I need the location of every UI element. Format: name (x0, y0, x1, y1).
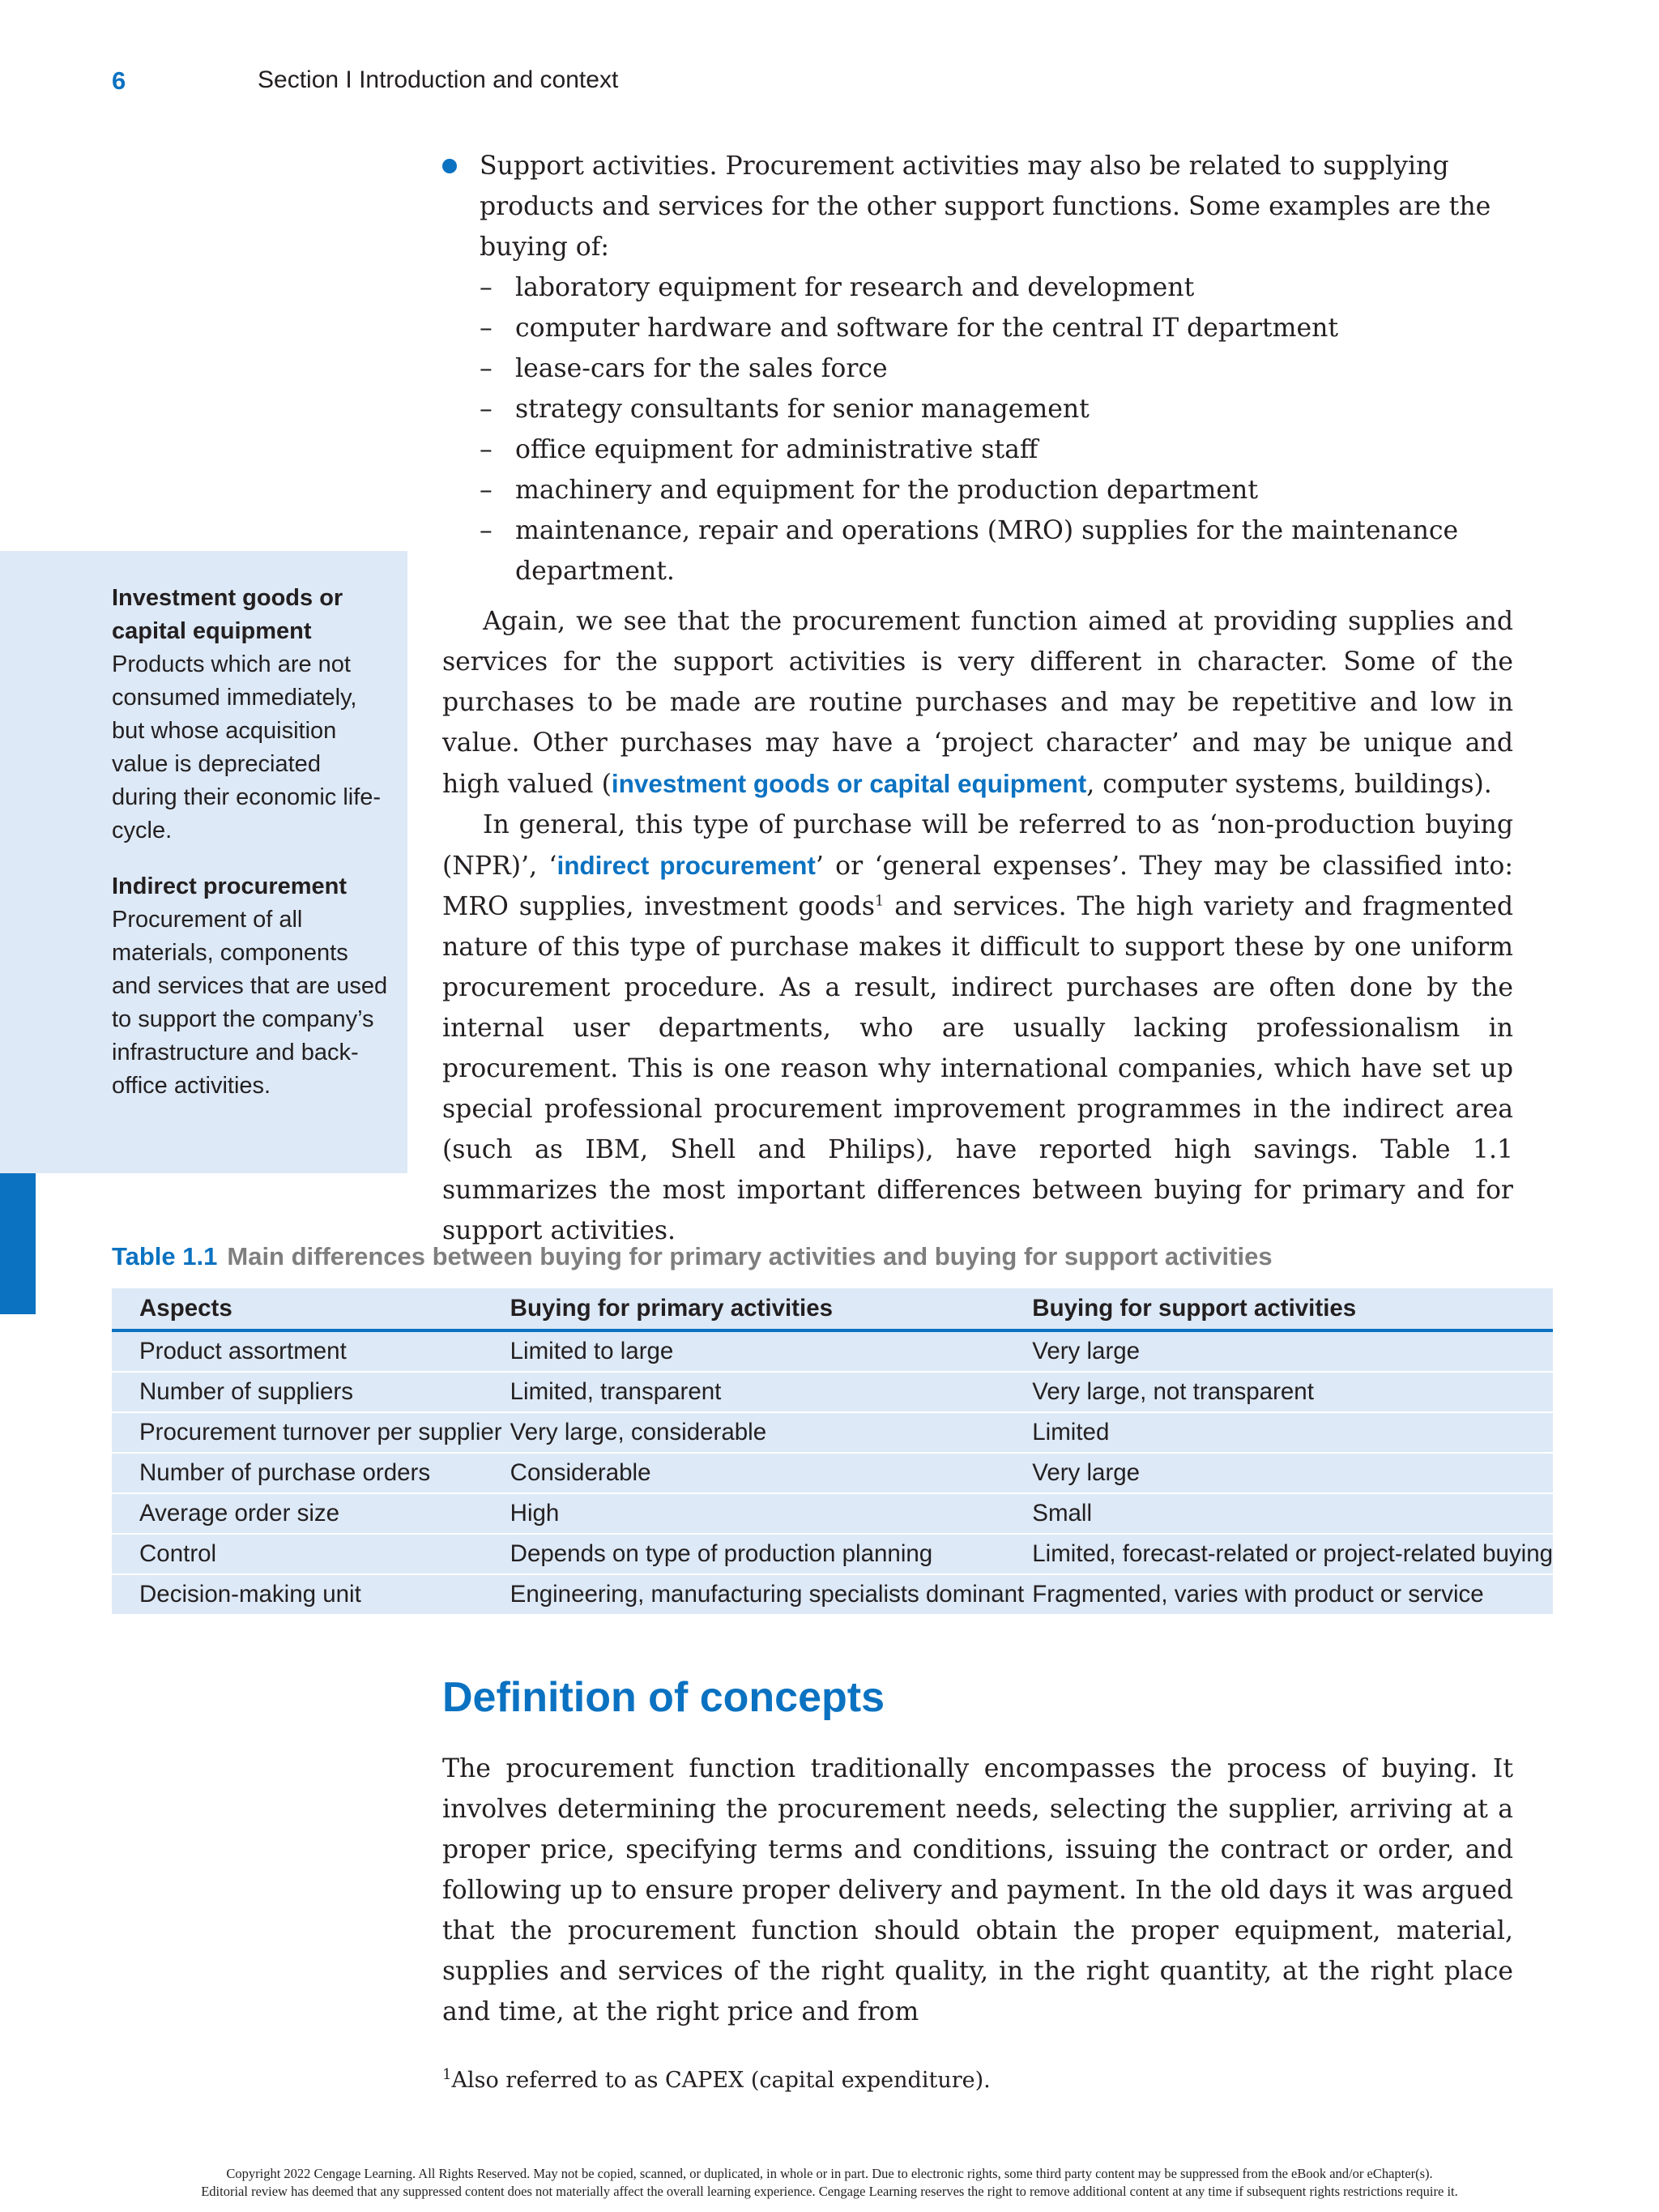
table-header-cell: Aspects (112, 1288, 502, 1330)
key-term-link[interactable]: investment goods or capital equipment (611, 769, 1087, 798)
footnote-reference[interactable]: 1 (874, 892, 885, 910)
dash-list-item (480, 308, 1513, 348)
dash-list-text: laboratory equipment for research and development (515, 273, 1195, 302)
table-body (112, 1330, 1553, 1615)
copyright-line: Editorial review has deemed that any suppressed content does not materially affect the overall learning experience. Cengage Learning reserves the right to remove additional content at any time if subsequent rights restrictions require it. (201, 2184, 1458, 2199)
table-cell: Control (112, 1534, 502, 1574)
dash-list-item (480, 348, 1513, 389)
table-label: Table 1.1 (112, 1242, 218, 1270)
dash-list-text: lease-cars for the sales force (515, 354, 888, 383)
glossary-term: Investment goods or capital equipment (112, 585, 343, 644)
table-caption (112, 1242, 1273, 1271)
dash-marker: – (480, 273, 493, 302)
bullet-text: Support activities. Procurement activities may also be related to supplying products and services for the other support functions. Some examples are the buying of: (480, 152, 1491, 262)
glossary-sidebar (0, 551, 407, 1173)
section-paragraph: The procurement function traditionally encompasses the process of buying. It involves determining the procurement needs, selecting the supplier, arriving at a proper price, specifying terms and conditions, issuing the contract or order, and following up to ensure proper delivery and payment. In the old days it was argued that the procurement function should obtain the proper equipment, material, supplies and services of the right quality, in the right quantity, at the right place and time, at the right price and from (442, 1754, 1513, 2026)
table-cell: Limited, forecast-related or project-related buying (1024, 1534, 1553, 1574)
glossary-definition: Products which are not consumed immediately, but whose acquisition value is depreciated during their economic life-cycle. (112, 651, 382, 843)
page-number: 6 (112, 66, 126, 95)
copyright-notice (0, 2165, 1659, 2201)
dash-list (442, 267, 1513, 591)
glossary-term: Indirect procurement (112, 873, 348, 899)
dash-list-text: computer hardware and software for the central IT department (515, 314, 1339, 343)
dash-marker: – (480, 516, 493, 545)
dash-list-text: office equipment for administrative staff (515, 435, 1038, 464)
table-row (112, 1574, 1553, 1615)
dash-marker: – (480, 314, 493, 343)
table-cell: Limited to large (502, 1330, 1025, 1372)
dash-marker: – (480, 354, 493, 383)
dash-marker: – (480, 395, 493, 424)
paragraph-text: and services. The high variety and fragmented nature of this type of purchase makes it difficult to support these by one uniform procurement procedure. As a result, indirect purchases are often done by the internal user departments, who are usually lacking professionalism in procurement. This is one reason why international companies, which have set up special professional procurement improvement programmes in the indirect area (such as IBM, Shell and Philips), have reported high savings. Table 1.1 summarizes the most important differences between buying for primary and for support activities. (442, 892, 1513, 1245)
footnote (442, 2068, 991, 2093)
table-row (112, 1330, 1553, 1372)
dash-marker: – (480, 435, 493, 464)
table-row (112, 1412, 1553, 1453)
dash-list-text: maintenance, repair and operations (MRO) supplies for the maintenance department. (515, 516, 1459, 586)
paragraph-text: In general, this type of purchase will be referred to as ‘non-production buying (NPR)’, ‘ (442, 810, 1513, 881)
paragraph (442, 805, 1513, 1251)
paragraph (442, 601, 1513, 805)
glossary-definition: Procurement of all materials, components and services that are used to support the company’s infrastructure and back-office activities. (112, 907, 388, 1099)
table-cell: Very large (1024, 1330, 1553, 1372)
table-cell: Fragmented, varies with product or service (1024, 1574, 1553, 1615)
table-cell: Considerable (502, 1453, 1025, 1493)
table-cell: Very large, considerable (502, 1412, 1025, 1453)
table-cell: Very large, not transparent (1024, 1372, 1553, 1412)
dash-list-item (480, 429, 1513, 470)
table-cell: Number of suppliers (112, 1372, 502, 1412)
dash-list-text: strategy consultants for senior management (515, 395, 1090, 424)
bullet-dot-icon (442, 159, 457, 173)
table-cell: Depends on type of production planning (502, 1534, 1025, 1574)
table-header-cell: Buying for support activities (1024, 1288, 1553, 1330)
table-header-cell: Buying for primary activities (502, 1288, 1025, 1330)
table-cell: Limited, transparent (502, 1372, 1025, 1412)
section-heading: Definition of concepts (442, 1674, 885, 1721)
dash-list-item (480, 470, 1513, 510)
paragraph-text: ’ or ‘general expenses’. They may be classified into: MRO supplies, investment goods (442, 852, 1514, 921)
table-row (112, 1493, 1553, 1534)
table-row (112, 1534, 1553, 1574)
table-header-row (112, 1288, 1553, 1330)
running-head: Section I Introduction and context (258, 66, 619, 93)
table-row (112, 1453, 1553, 1493)
footnote-marker: 1 (442, 2066, 452, 2083)
main-column (442, 146, 1513, 1251)
table-cell: Limited (1024, 1412, 1553, 1453)
footnote-text: Also referred to as CAPEX (capital expenditure). (451, 2068, 991, 2093)
key-term-link[interactable]: indirect procurement (557, 851, 816, 880)
paragraph-text: Again, we see that the procurement function aimed at providing supplies and services for the support activities is very different in character. Some of the purchases to be made are routine purchases and may be repetitive and low in value. Other purchases may have a ‘project character’ and may be unique and high valued ( (442, 607, 1513, 799)
table-cell: Engineering, manufacturing specialists dominant (502, 1574, 1025, 1615)
table-caption-text: Main differences between buying for primary activities and buying for support activities (227, 1242, 1273, 1270)
table-cell: High (502, 1493, 1025, 1534)
table-cell: Average order size (112, 1493, 502, 1534)
dash-marker: – (480, 476, 493, 505)
dash-list-text: machinery and equipment for the production department (515, 476, 1258, 505)
bullet-item (442, 146, 1513, 267)
table-cell: Decision-making unit (112, 1574, 502, 1615)
table-cell: Small (1024, 1493, 1553, 1534)
table-cell: Procurement turnover per supplier (112, 1412, 502, 1453)
copyright-line: Copyright 2022 Cengage Learning. All Rights Reserved. May not be copied, scanned, or duplicated, in whole or in part. Due to electronic rights, some third party content may be suppressed from the eBook and/or eChapter(s). (226, 2166, 1433, 2181)
dash-list-item (480, 389, 1513, 429)
table-cell: Very large (1024, 1453, 1553, 1493)
table-cell: Product assortment (112, 1330, 502, 1372)
dash-list-item (480, 267, 1513, 308)
table-cell: Number of purchase orders (112, 1453, 502, 1493)
comparison-table (112, 1288, 1553, 1616)
paragraph-text: , computer systems, buildings). (1086, 770, 1492, 799)
dash-list-item (480, 510, 1513, 591)
table-row (112, 1372, 1553, 1412)
